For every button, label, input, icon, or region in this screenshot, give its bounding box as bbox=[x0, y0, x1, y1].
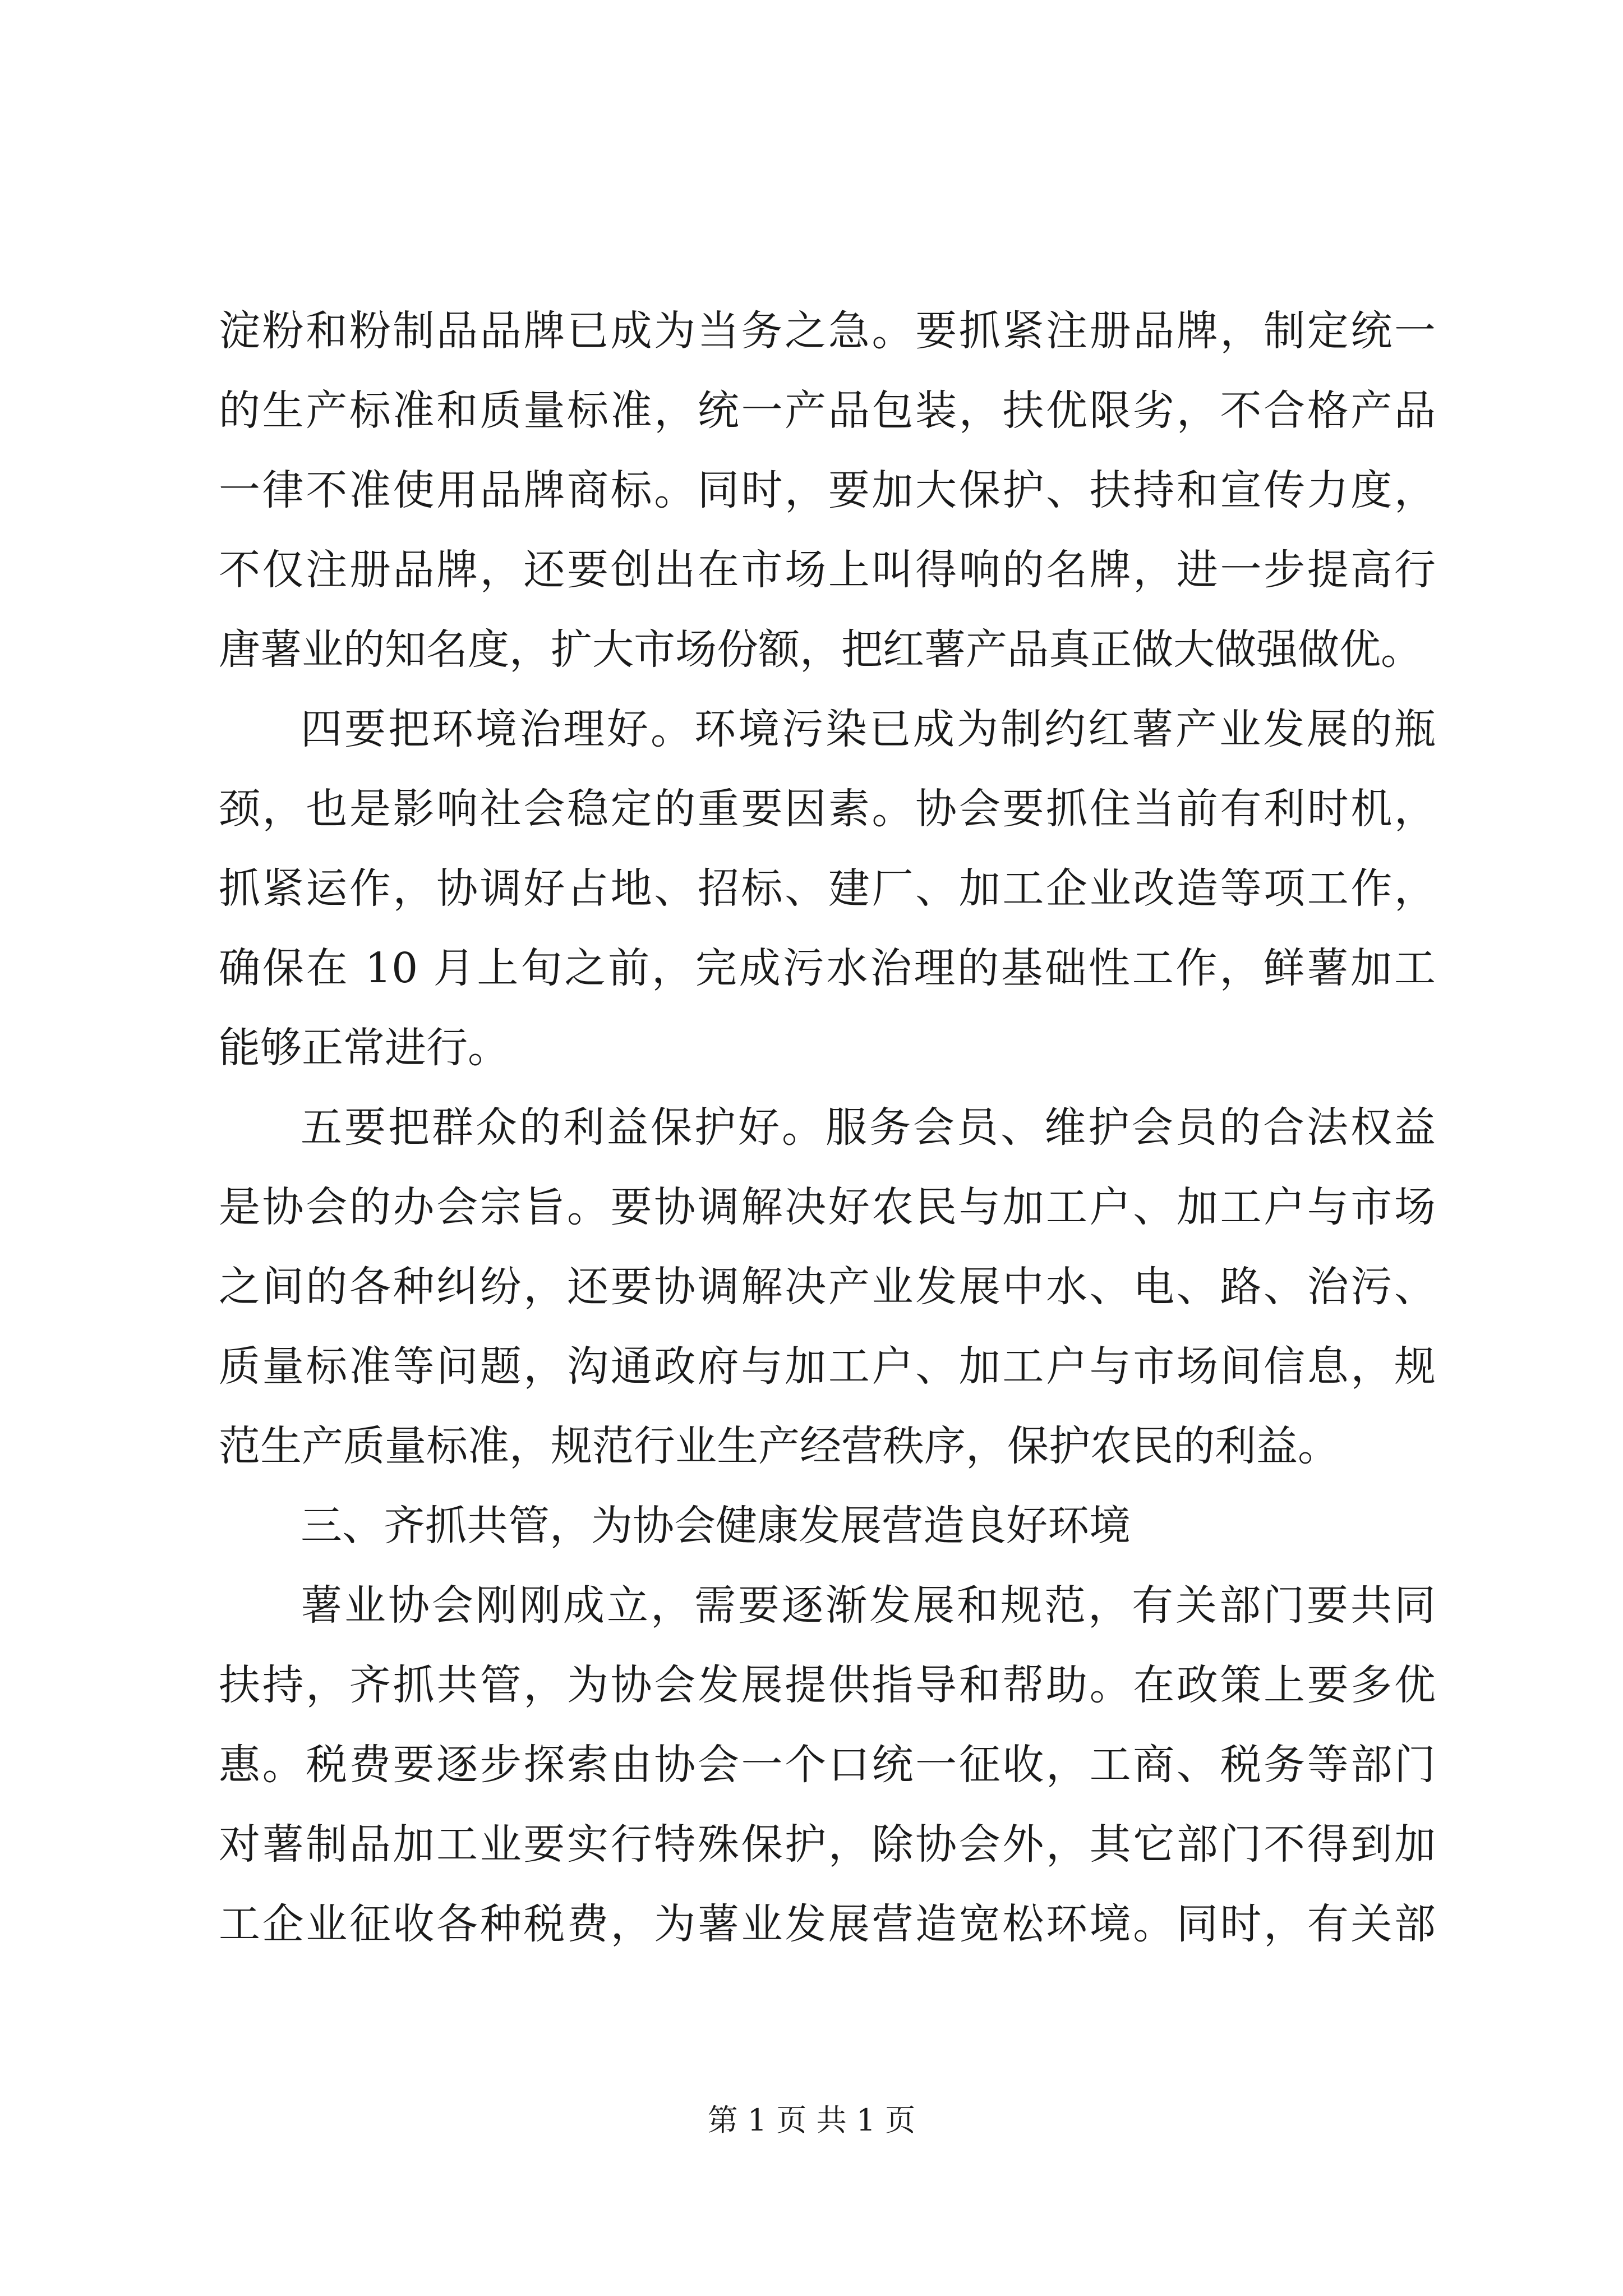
text-line: 颈，也是影响社会稳定的重要因素。协会要抓住当前有利时机， bbox=[219, 785, 1436, 833]
text-line: 惠。税费要逐步探索由协会一个口统一征收，工商、税务等部门 bbox=[219, 1741, 1436, 1789]
text-line: 一律不准使用品牌商标。同时，要加大保护、扶持和宣传力度， bbox=[219, 466, 1436, 514]
text-line: 范生产质量标准，规范行业生产经营秩序，保护农民的利益。 bbox=[219, 1422, 1339, 1470]
text-line: 能够正常进行。 bbox=[219, 1024, 509, 1072]
text-line: 的生产标准和质量标准，统一产品包装，扶优限劣，不合格产品 bbox=[219, 386, 1436, 435]
section-heading: 三、齐抓共管，为协会健康发展营造良好环境 bbox=[301, 1502, 1131, 1550]
text-line: 对薯制品加工业要实行特殊保护，除协会外，其它部门不得到加 bbox=[219, 1820, 1436, 1869]
text-line: 之间的各种纠纷，还要协调解决产业发展中水、电、路、治污、 bbox=[219, 1263, 1436, 1311]
text-line: 确保在 10 月上旬之前，完成污水治理的基础性工作，鲜薯加工 bbox=[219, 944, 1436, 992]
text-line: 不仅注册品牌，还要创出在市场上叫得响的名牌，进一步提高行 bbox=[219, 546, 1436, 594]
page-number-footer: 第 1 页 共 1 页 bbox=[707, 2102, 916, 2138]
text-line: 是协会的办会宗旨。要协调解决好农民与加工户、加工户与市场 bbox=[219, 1183, 1436, 1231]
paragraph-first-line: 五要把群众的利益保护好。服务会员、维护会员的合法权益 bbox=[301, 1103, 1436, 1152]
paragraph-first-line: 四要把环境治理好。环境污染已成为制约红薯产业发展的瓶 bbox=[301, 705, 1436, 753]
text-line: 抓紧运作，协调好占地、招标、建厂、加工企业改造等项工作， bbox=[219, 864, 1436, 913]
text-line: 工企业征收各种税费，为薯业发展营造宽松环境。同时，有关部 bbox=[219, 1900, 1436, 1948]
text-line: 扶持，齐抓共管，为协会发展提供指导和帮助。在政策上要多优 bbox=[219, 1661, 1436, 1709]
text-line: 质量标准等问题，沟通政府与加工户、加工户与市场间信息，规 bbox=[219, 1342, 1436, 1391]
paragraph-first-line: 薯业协会刚刚成立，需要逐渐发展和规范，有关部门要共同 bbox=[301, 1581, 1436, 1630]
text-line: 淀粉和粉制品品牌已成为当务之急。要抓紧注册品牌，制定统一 bbox=[219, 307, 1436, 355]
text-line: 唐薯业的知名度，扩大市场份额，把红薯产品真正做大做强做优。 bbox=[219, 625, 1422, 674]
